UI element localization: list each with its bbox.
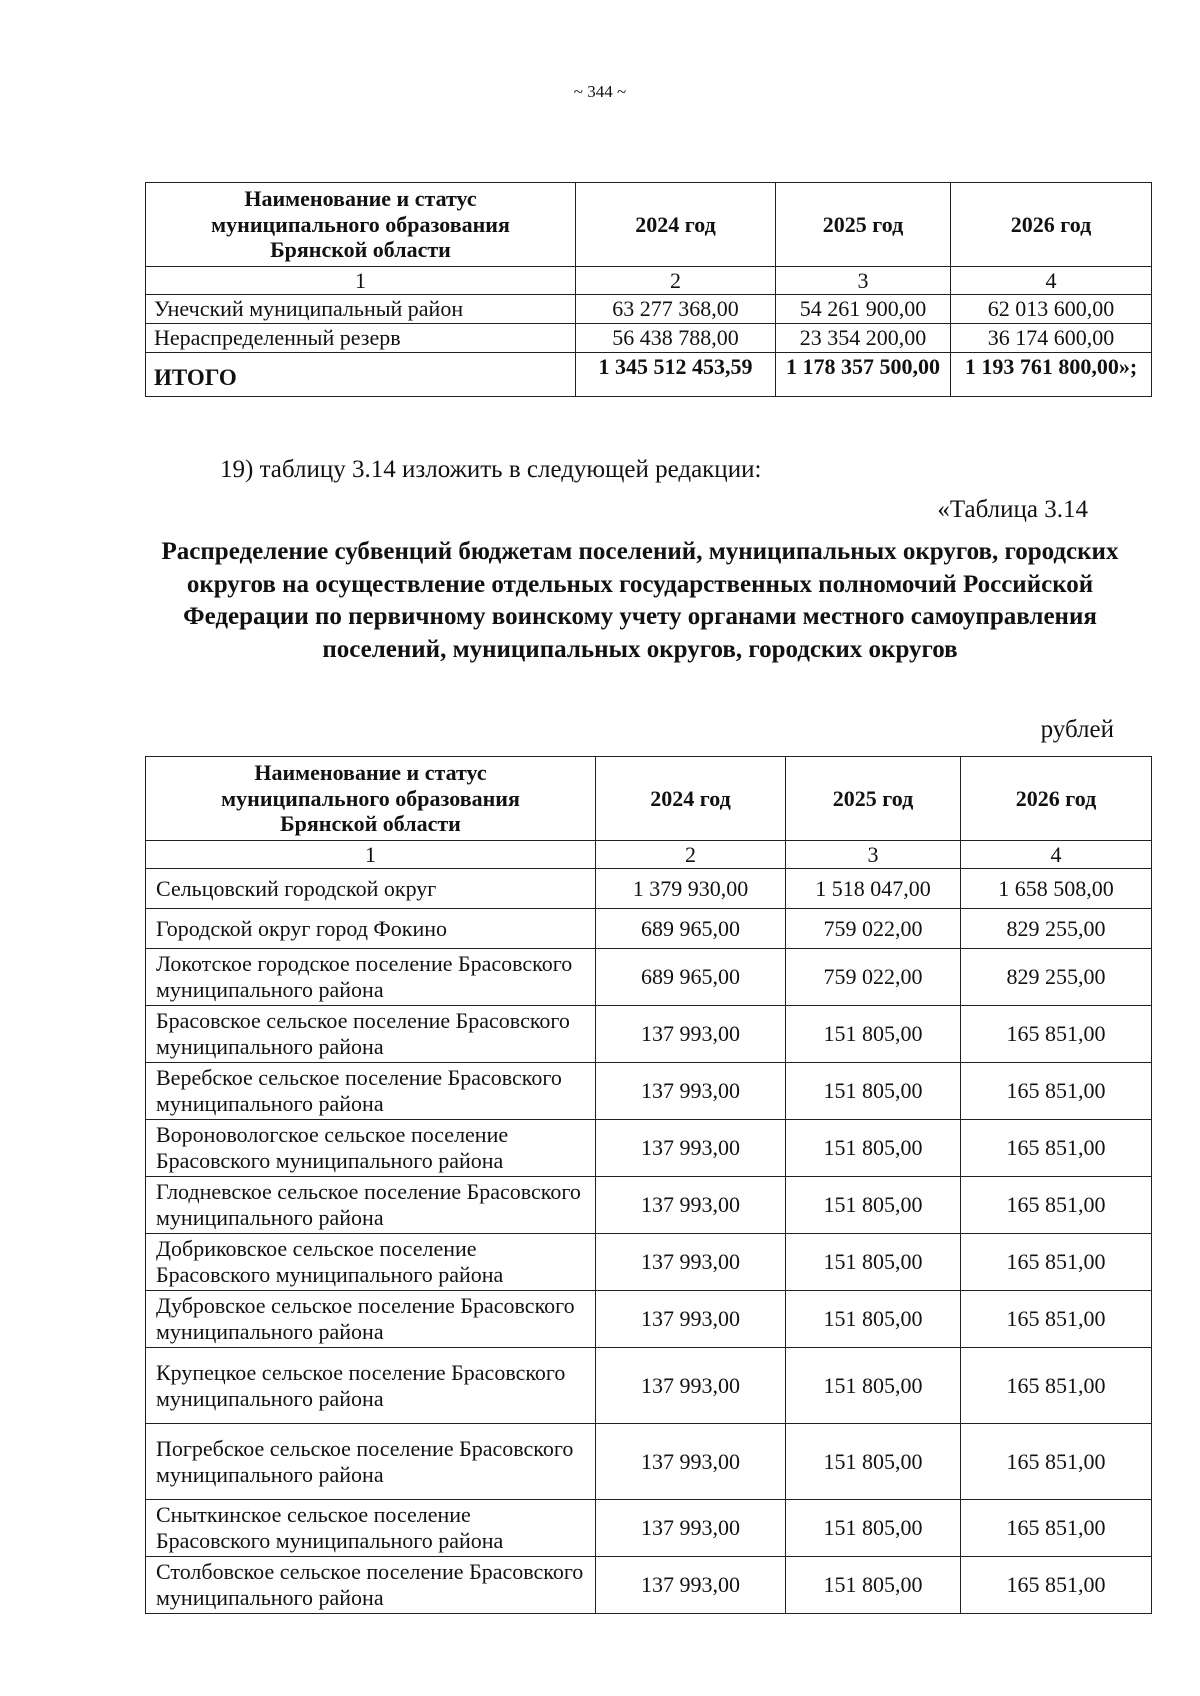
table-header-row	[146, 183, 1152, 267]
value-2025: 151 805,00	[786, 1348, 961, 1424]
row-name: Крупецкое сельское поселение Брасовского муниципального района	[146, 1348, 596, 1424]
value-2026: 829 255,00	[961, 909, 1152, 949]
table-title: Распределение субвенций бюджетам поселений, муниципальных округов, городских округов на осуществление отдельных государственных полномочий Российской Федерации по первичному воинскому учету органами местного самоуправления поселений, муниципальных округов, городских округов	[161, 538, 1119, 663]
row-name: Нераспределенный резерв	[146, 324, 576, 353]
units-label: рублей	[1040, 716, 1114, 743]
total-2026: 1 193 761 800,00»;	[951, 353, 1152, 397]
value-2025: 23 354 200,00	[776, 324, 951, 353]
value-2026: 829 255,00	[961, 949, 1152, 1006]
column-number-row	[146, 267, 1152, 295]
row-name: Сныткинское сельское поселение Брасовского муниципального района	[146, 1500, 596, 1557]
table-row	[146, 1348, 1152, 1424]
table-row	[146, 324, 1152, 353]
row-name: Глодневское сельское поселение Брасовского муниципального района	[146, 1177, 596, 1234]
value-2025: 151 805,00	[786, 1557, 961, 1614]
value-2024: 63 277 368,00	[576, 295, 776, 324]
table-row	[146, 949, 1152, 1006]
value-2026: 1 658 508,00	[961, 869, 1152, 909]
value-2024: 137 993,00	[596, 1424, 786, 1500]
col-number: 1	[146, 267, 576, 295]
header-2024: 2024 год	[596, 757, 786, 841]
header-name: Наименование и статус муниципального образования Брянской области	[146, 183, 576, 267]
value-2026: 165 851,00	[961, 1557, 1152, 1614]
total-2025: 1 178 357 500,00	[776, 353, 951, 397]
value-2024: 137 993,00	[596, 1500, 786, 1557]
value-2026: 165 851,00	[961, 1234, 1152, 1291]
col-number: 3	[786, 841, 961, 869]
value-2024: 137 993,00	[596, 1120, 786, 1177]
header-2026: 2026 год	[951, 183, 1152, 267]
table-row	[146, 1120, 1152, 1177]
header-name: Наименование и статус муниципального образования Брянской области	[146, 757, 596, 841]
row-name: Столбовское сельское поселение Брасовского муниципального района	[146, 1557, 596, 1614]
row-name: Веребское сельское поселение Брасовского муниципального района	[146, 1063, 596, 1120]
row-name: Унечский муниципальный район	[146, 295, 576, 324]
value-2026: 165 851,00	[961, 1177, 1152, 1234]
row-name: Локотское городское поселение Брасовского муниципального района	[146, 949, 596, 1006]
table-row	[146, 1424, 1152, 1500]
value-2024: 137 993,00	[596, 1234, 786, 1291]
table-row	[146, 1063, 1152, 1120]
col-number: 2	[576, 267, 776, 295]
value-2025: 1 518 047,00	[786, 869, 961, 909]
value-2025: 151 805,00	[786, 1291, 961, 1348]
value-2024: 689 965,00	[596, 949, 786, 1006]
value-2024: 137 993,00	[596, 1557, 786, 1614]
value-2024: 689 965,00	[596, 909, 786, 949]
value-2025: 151 805,00	[786, 1424, 961, 1500]
header-2026: 2026 год	[961, 757, 1152, 841]
value-2025: 759 022,00	[786, 949, 961, 1006]
row-name: Сельцовский городской округ	[146, 869, 596, 909]
subvention-table	[145, 756, 1152, 1614]
table-row	[146, 1177, 1152, 1234]
header-2025: 2025 год	[776, 183, 951, 267]
value-2026: 165 851,00	[961, 1500, 1152, 1557]
amendment-instruction: 19) таблицу 3.14 изложить в следующей редакции:	[220, 456, 762, 483]
value-2025: 151 805,00	[786, 1120, 961, 1177]
value-2024: 56 438 788,00	[576, 324, 776, 353]
value-2024: 1 379 930,00	[596, 869, 786, 909]
col-number: 1	[146, 841, 596, 869]
value-2026: 62 013 600,00	[951, 295, 1152, 324]
value-2025: 151 805,00	[786, 1500, 961, 1557]
value-2026: 165 851,00	[961, 1348, 1152, 1424]
page-number: ~ 344 ~	[573, 82, 627, 101]
row-name: Добриковское сельское поселение Брасовского муниципального района	[146, 1234, 596, 1291]
table-row	[146, 1006, 1152, 1063]
table-row	[146, 1234, 1152, 1291]
value-2024: 137 993,00	[596, 1177, 786, 1234]
col-number: 2	[596, 841, 786, 869]
header-2024: 2024 год	[576, 183, 776, 267]
total-2024: 1 345 512 453,59	[576, 353, 776, 397]
value-2025: 151 805,00	[786, 1063, 961, 1120]
value-2026: 165 851,00	[961, 1063, 1152, 1120]
table-row	[146, 295, 1152, 324]
table-header-row	[146, 757, 1152, 841]
value-2024: 137 993,00	[596, 1063, 786, 1120]
row-name: Брасовское сельское поселение Брасовского муниципального района	[146, 1006, 596, 1063]
value-2025: 151 805,00	[786, 1177, 961, 1234]
col-number: 4	[961, 841, 1152, 869]
col-number: 4	[951, 267, 1152, 295]
table-row	[146, 1291, 1152, 1348]
row-name: Погребское сельское поселение Брасовского муниципального района	[146, 1424, 596, 1500]
value-2026: 165 851,00	[961, 1291, 1152, 1348]
value-2026: 165 851,00	[961, 1424, 1152, 1500]
col-number: 3	[776, 267, 951, 295]
table-row	[146, 909, 1152, 949]
total-label: ИТОГО	[146, 353, 576, 397]
value-2026: 165 851,00	[961, 1006, 1152, 1063]
header-2025: 2025 год	[786, 757, 961, 841]
table-row	[146, 869, 1152, 909]
value-2024: 137 993,00	[596, 1006, 786, 1063]
row-name: Вороновологское сельское поселение Брасовского муниципального района	[146, 1120, 596, 1177]
value-2025: 54 261 900,00	[776, 295, 951, 324]
row-name: Дубровское сельское поселение Брасовского муниципального района	[146, 1291, 596, 1348]
value-2026: 36 174 600,00	[951, 324, 1152, 353]
value-2025: 759 022,00	[786, 909, 961, 949]
row-name: Городской округ город Фокино	[146, 909, 596, 949]
value-2026: 165 851,00	[961, 1120, 1152, 1177]
value-2024: 137 993,00	[596, 1348, 786, 1424]
total-row	[146, 353, 1152, 397]
table-row	[146, 1557, 1152, 1614]
table-label: «Таблица 3.14	[937, 496, 1088, 523]
table-row	[146, 1500, 1152, 1557]
value-2025: 151 805,00	[786, 1006, 961, 1063]
continued-table	[145, 182, 1152, 397]
column-number-row	[146, 841, 1152, 869]
value-2025: 151 805,00	[786, 1234, 961, 1291]
value-2024: 137 993,00	[596, 1291, 786, 1348]
